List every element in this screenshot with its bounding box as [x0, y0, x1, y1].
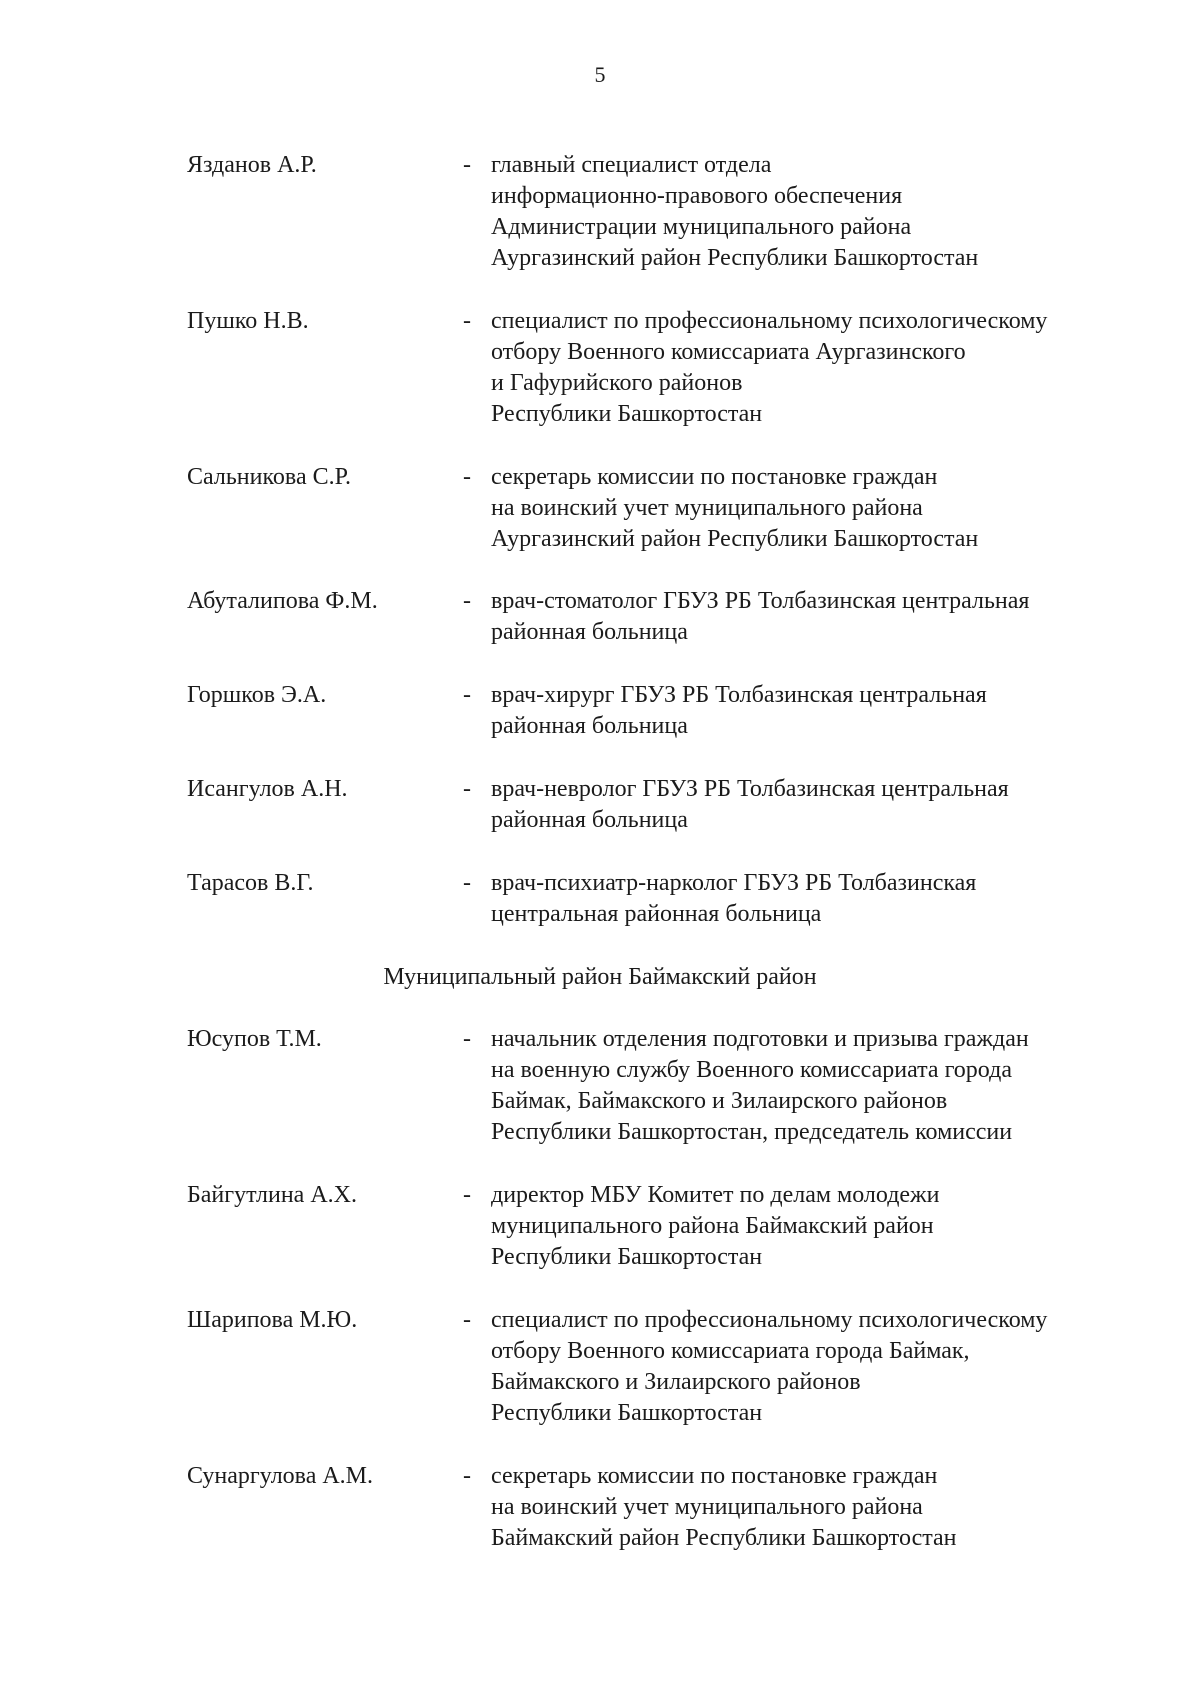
entry-dash: - — [463, 152, 471, 178]
position-line: Баймакского и Зилаирского районов — [491, 1369, 861, 1395]
member-name: Сальникова С.Р. — [187, 464, 351, 490]
member-position — [491, 462, 978, 555]
entry-dash: - — [463, 682, 471, 708]
member-position — [491, 306, 1047, 430]
position-line: отбору Военного комиссариата Аургазинского — [491, 339, 966, 365]
position-line: районная больница — [491, 713, 688, 739]
section-heading: Муниципальный район Баймакский район — [383, 964, 817, 990]
position-line: Республики Башкортостан — [491, 401, 763, 427]
member-position — [491, 774, 1009, 836]
position-line: Республики Башкортостан, председатель комиссии — [491, 1119, 1013, 1145]
entry-dash: - — [463, 308, 471, 334]
member-position — [491, 150, 978, 274]
member-name: Тарасов В.Г. — [187, 870, 314, 896]
entry-dash: - — [463, 1026, 471, 1052]
member-name: Абуталипова Ф.М. — [187, 588, 378, 614]
position-line: Аургазинский район Республики Башкортостан — [491, 526, 979, 552]
position-line: центральная районная больница — [491, 901, 822, 927]
member-name: Шарипова М.Ю. — [187, 1307, 358, 1333]
position-line: Аургазинский район Республики Башкортостан — [491, 245, 979, 271]
member-name: Горшков Э.А. — [187, 682, 327, 708]
entry-dash: - — [463, 1182, 471, 1208]
member-position — [491, 586, 1029, 648]
entry-dash: - — [463, 588, 471, 614]
member-name: Байгутлина А.Х. — [187, 1182, 357, 1208]
member-position — [491, 1024, 1029, 1148]
entry-dash: - — [463, 870, 471, 896]
position-line: секретарь комиссии по постановке граждан — [491, 1463, 938, 1489]
member-position — [491, 1461, 957, 1554]
position-line: Баймак, Баймакского и Зилаирского районов — [491, 1088, 948, 1114]
position-line: районная больница — [491, 619, 688, 645]
position-line: врач-невролог ГБУЗ РБ Толбазинская центральная — [491, 776, 1009, 802]
position-line: врач-хирург ГБУЗ РБ Толбазинская центральная — [491, 682, 987, 708]
entry-dash: - — [463, 1463, 471, 1489]
position-line: информационно-правового обеспечения — [491, 183, 903, 209]
member-position — [491, 1180, 939, 1273]
member-name: Сунаргулова А.М. — [187, 1463, 374, 1489]
position-line: врач-психиатр-нарколог ГБУЗ РБ Толбазинская — [491, 870, 977, 896]
member-name: Исангулов А.Н. — [187, 776, 348, 802]
position-line: Администрации муниципального района — [491, 214, 912, 240]
position-line: Баймакский район Республики Башкортостан — [491, 1525, 957, 1551]
position-line: директор МБУ Комитет по делам молодежи — [491, 1182, 940, 1208]
position-line: на военную службу Военного комиссариата города — [491, 1057, 1012, 1083]
member-name: Юсупов Т.М. — [187, 1026, 322, 1052]
member-position — [491, 1305, 1047, 1429]
member-name: Язданов А.Р. — [187, 152, 317, 178]
position-line: Республики Башкортостан — [491, 1244, 763, 1270]
position-line: на воинский учет муниципального района — [491, 1494, 923, 1520]
position-line: специалист по профессиональному психологическому — [491, 1307, 1048, 1333]
position-line: отбору Военного комиссариата города Баймак, — [491, 1338, 970, 1364]
page-number: 5 — [594, 62, 606, 87]
entry-dash: - — [463, 1307, 471, 1333]
position-line: секретарь комиссии по постановке граждан — [491, 464, 938, 490]
position-line: врач-стоматолог ГБУЗ РБ Толбазинская центральная — [491, 588, 1030, 614]
position-line: на воинский учет муниципального района — [491, 495, 923, 521]
position-line: начальник отделения подготовки и призыва граждан — [491, 1026, 1029, 1052]
position-line: специалист по профессиональному психологическому — [491, 308, 1048, 334]
position-line: районная больница — [491, 807, 688, 833]
member-position — [491, 680, 987, 742]
entry-dash: - — [463, 464, 471, 490]
position-line: муниципального района Баймакский район — [491, 1213, 934, 1239]
entry-dash: - — [463, 776, 471, 802]
position-line: главный специалист отдела — [491, 152, 772, 178]
position-line: Республики Башкортостан — [491, 1400, 763, 1426]
position-line: и Гафурийского районов — [491, 370, 743, 396]
member-name: Пушко Н.В. — [187, 308, 309, 334]
member-position — [491, 868, 976, 930]
